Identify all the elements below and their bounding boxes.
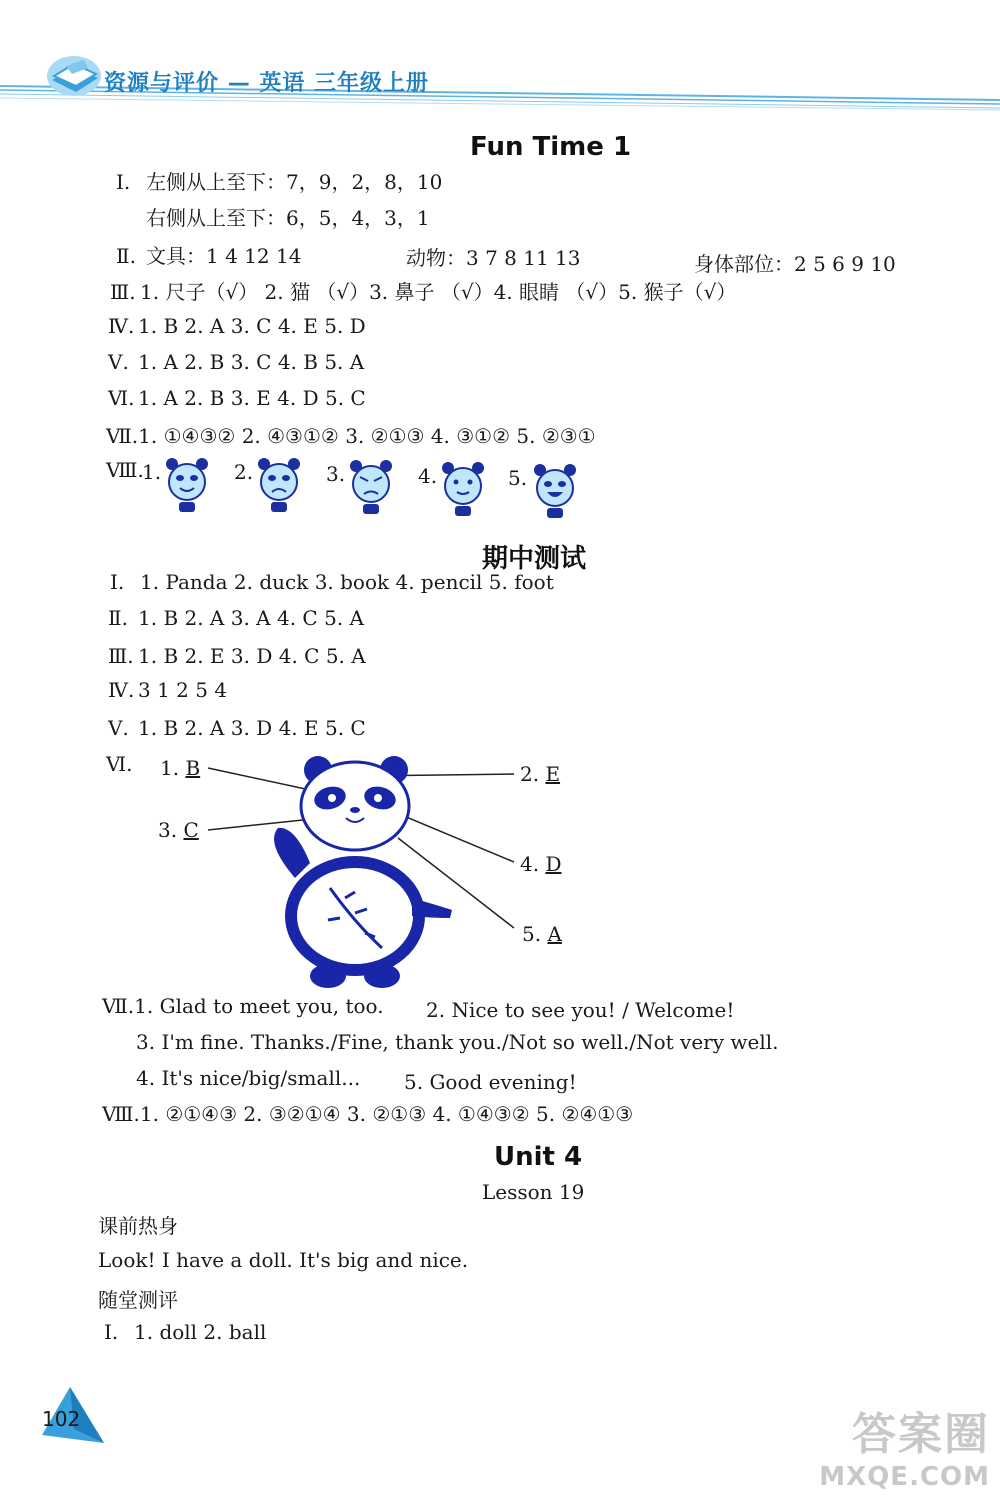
label-number: 4.: [520, 852, 540, 876]
label-number: 5.: [522, 922, 542, 946]
unit4-warmup-label: 课前热身: [98, 1214, 178, 1238]
mid-q2: [108, 606, 364, 630]
fun-time-title: Fun Time 1: [470, 132, 632, 162]
answer-text: 1. doll 2. ball: [134, 1320, 267, 1344]
fun-q8-label-4: 4.: [418, 464, 438, 488]
unit4-title: Unit 4: [494, 1142, 583, 1172]
midterm-title: 期中测试: [482, 544, 587, 574]
fun-q2-animals: 动物：3 7 8 11 13: [406, 246, 581, 270]
mid-q6-label-5: [522, 922, 562, 946]
mid-q7-line2: 3. I'm fine. Thanks./Fine, thank you./Not so well./Not very well.: [136, 1030, 779, 1054]
header-brand: 资源与评价: [104, 71, 220, 96]
answer-text: 1. Glad to meet you, too.: [134, 994, 384, 1018]
roman-numeral: Ⅷ.: [102, 1102, 140, 1126]
label-number: 2.: [520, 762, 540, 786]
watermark-top: 答案圈: [852, 1409, 990, 1460]
label-letter: C: [183, 818, 199, 842]
fun-q5: [108, 350, 364, 374]
fun-q3: [110, 276, 736, 305]
unit4-q1: [104, 1320, 266, 1344]
answer-text: 1. A 2. B 3. E 4. D 5. C: [138, 386, 366, 410]
mid-q5: [108, 716, 366, 740]
fun-q8-label-1: 1.: [142, 460, 162, 484]
header-grade: 三年级上册: [314, 71, 430, 96]
roman-numeral: Ⅳ.: [108, 314, 135, 338]
label-letter: D: [545, 852, 562, 876]
fun-q2-body: 身体部位：2 5 6 9 10: [694, 252, 896, 276]
answer-text: 1. B 2. A 3. D 4. E 5. C: [138, 716, 366, 740]
roman-numeral: Ⅴ.: [108, 350, 129, 374]
page-number: [40, 1385, 106, 1449]
book-logo-icon: [44, 46, 106, 102]
mid-q4: [108, 678, 227, 702]
answer-text: 左侧从上至下：7，9，2，8，10: [146, 170, 443, 194]
roman-numeral: Ⅳ.: [108, 678, 135, 702]
mid-q7-line1b: 2. Nice to see you! / Welcome!: [426, 998, 735, 1022]
answer-text: 1. Panda 2. duck 3. book 4. pencil 5. foot: [140, 570, 554, 594]
fun-q8-label-3: 3.: [326, 462, 346, 486]
fun-q8-label-2: 2.: [234, 460, 254, 484]
answer-stationery: 文具：1 4 12 14: [146, 244, 302, 268]
panda-smile-icon: [438, 460, 488, 522]
page-number-text: 102: [42, 1407, 81, 1431]
label-number: 1.: [160, 756, 180, 780]
roman-numeral: Ⅶ.: [102, 994, 135, 1018]
mid-q3: [108, 644, 366, 668]
header-title: 资源与评价 — 英语 三年级上册: [104, 71, 430, 96]
roman-numeral: Ⅶ.: [106, 424, 139, 448]
unit4-warmup-text: Look! I have a doll. It's big and nice.: [98, 1248, 469, 1272]
unit4-quiz-label: 随堂测评: [98, 1288, 178, 1312]
panda-angry-icon: [346, 458, 396, 520]
label-letter: B: [185, 756, 201, 780]
unit4-lesson: Lesson 19: [482, 1180, 585, 1204]
mid-q7-line1: [102, 994, 384, 1018]
fun-q1-line2: 右侧从上至下：6，5，4，3，1: [146, 206, 430, 230]
watermark-bottom: MXQE.COM: [819, 1462, 990, 1492]
fun-q1-line1: [116, 166, 442, 195]
roman-numeral: Ⅰ.: [110, 570, 125, 594]
panda-happy-icon: [162, 456, 212, 518]
mid-q7-line3a: 4. It's nice/big/small...: [136, 1066, 361, 1090]
fun-q4: [108, 314, 366, 338]
watermark: [819, 1398, 990, 1492]
roman-numeral: Ⅰ.: [116, 170, 131, 194]
mid-q6-label-3: [158, 818, 199, 842]
mid-q6-label-1: [160, 756, 200, 780]
answer-text: 1. B 2. E 3. D 4. C 5. A: [138, 644, 366, 668]
answer-text: 1. A 2. B 3. C 4. B 5. A: [138, 350, 365, 374]
answer-text: 1. ②①④③ 2. ③②①④ 3. ②①③ 4. ①④③② 5. ②④①③: [139, 1102, 634, 1126]
roman-numeral: Ⅵ.: [108, 386, 135, 410]
mid-q6-label-2: [520, 762, 560, 786]
fun-q8-label-5: 5.: [508, 466, 528, 490]
fun-q2: [116, 240, 301, 269]
roman-numeral: Ⅰ.: [104, 1320, 119, 1344]
fun-q7: [106, 424, 596, 448]
label-number: 3.: [158, 818, 178, 842]
answer-text: 1. B 2. A 3. A 4. C 5. A: [138, 606, 364, 630]
mid-q6-label-4: [520, 852, 562, 876]
mid-q8: [102, 1102, 633, 1126]
roman-numeral: Ⅱ.: [108, 606, 128, 630]
answer-text: 1. 尺子（√） 2. 猫 （√）3. 鼻子 （√）4. 眼睛 （√）5. 猴子（√）: [140, 280, 737, 304]
mid-q7-line3b: 5. Good evening!: [404, 1070, 577, 1094]
label-letter: E: [545, 762, 561, 786]
answer-text: 1. ①④③② 2. ④③①② 3. ②①③ 4. ③①② 5. ②③①: [138, 424, 596, 448]
answer-text: 3 1 2 5 4: [138, 678, 228, 702]
roman-numeral: Ⅴ.: [108, 716, 129, 740]
panda-sad-icon: [254, 456, 304, 518]
label-letter: A: [547, 922, 562, 946]
panda-laugh-icon: [530, 462, 580, 524]
roman-numeral: Ⅲ.: [108, 644, 134, 668]
fun-q6: [108, 386, 366, 410]
mid-q6-roman: Ⅵ.: [106, 752, 133, 776]
roman-numeral: Ⅱ.: [116, 244, 136, 268]
roman-numeral: Ⅲ.: [110, 280, 136, 304]
fun-q8-roman: Ⅷ.: [106, 458, 144, 482]
answer-text: 1. B 2. A 3. C 4. E 5. D: [138, 314, 366, 338]
header-subject: 英语: [259, 71, 306, 96]
mid-q1: [110, 570, 554, 594]
